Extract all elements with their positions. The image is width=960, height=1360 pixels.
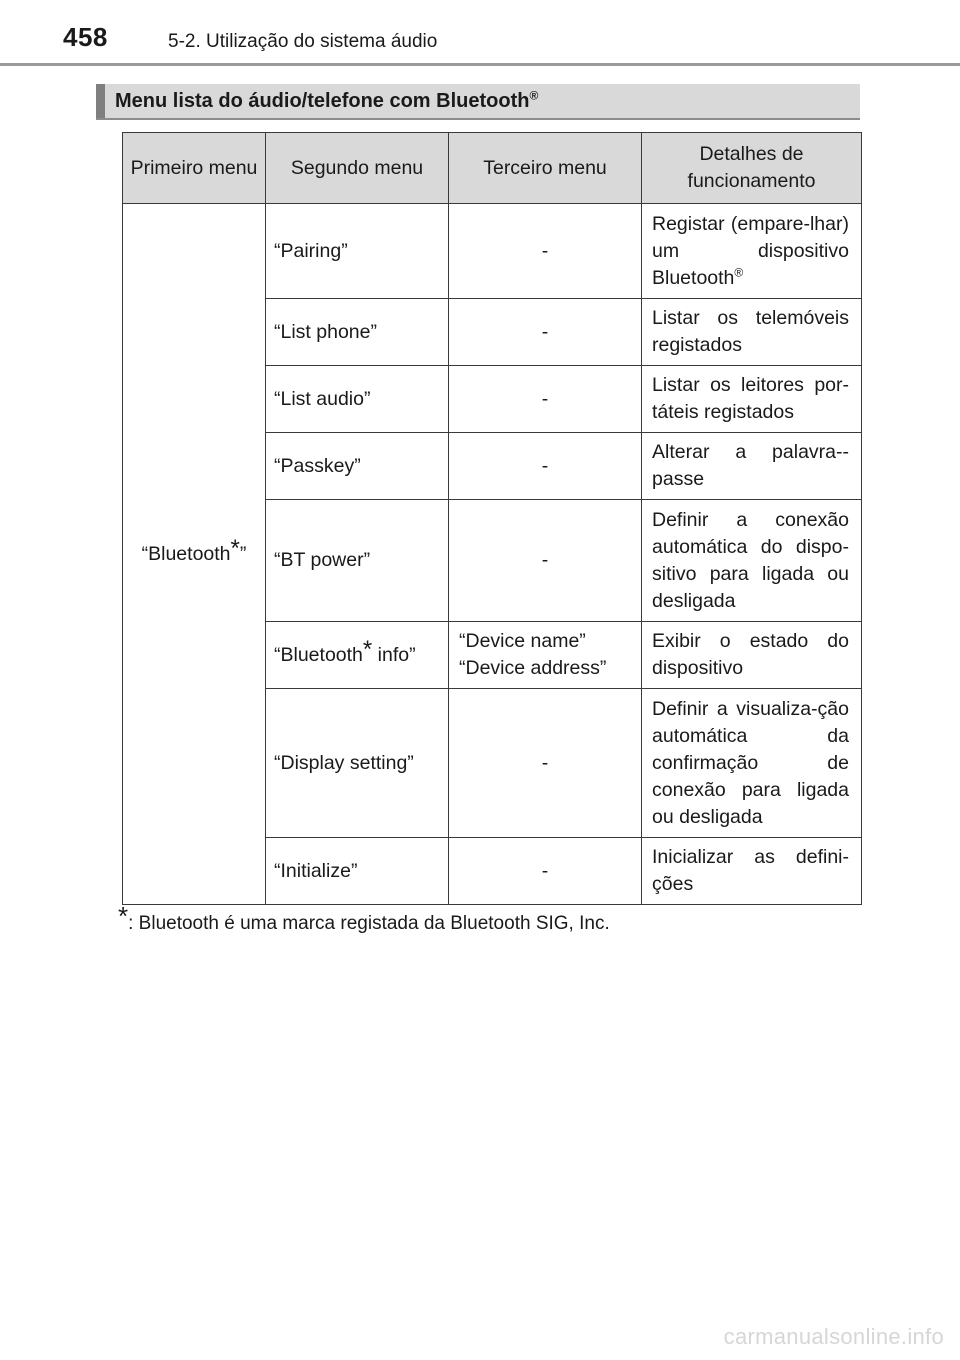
third-menu-list-phone: - — [449, 299, 642, 366]
footnote — [118, 901, 610, 935]
details-bluetooth-info: Exibir o estado do dispositivo — [642, 622, 862, 689]
menu-table — [122, 132, 862, 905]
second-menu-list-audio: “List audio” — [266, 366, 449, 433]
header-third-menu: Terceiro menu — [449, 133, 642, 204]
bluetooth-info-suffix: info” — [372, 643, 416, 666]
section-title: 5-2. Utilização do sistema áudio — [168, 31, 438, 52]
second-menu-passkey: “Passkey” — [266, 433, 449, 500]
details-list-phone: Listar os telemóveis registados — [642, 299, 862, 366]
third-menu-passkey: - — [449, 433, 642, 500]
table-row — [123, 204, 862, 299]
third-menu-device-address: “Device address” — [459, 657, 607, 679]
details-pairing-text: Registar (empare-lhar) um dispositivo Bluetooth — [652, 212, 849, 289]
second-menu-bt-power: “BT power” — [266, 500, 449, 622]
footnote-asterisk: * — [118, 901, 129, 931]
first-menu-bluetooth — [123, 204, 266, 905]
header-rule — [0, 63, 960, 66]
footnote-text: : Bluetooth é uma marca registada da Bluetooth SIG, Inc. — [128, 913, 610, 934]
second-menu-list-phone: “List phone” — [266, 299, 449, 366]
first-menu-label: “Bluetooth — [141, 542, 231, 565]
third-menu-pairing: - — [449, 204, 642, 299]
bluetooth-info-label: “Bluetooth — [274, 643, 363, 666]
first-menu-close-quote: ” — [239, 542, 247, 565]
details-passkey: Alterar a palavra--passe — [642, 433, 862, 500]
subsection-title — [115, 90, 538, 113]
second-menu-initialize: “Initialize” — [266, 838, 449, 905]
details-pairing — [642, 204, 862, 299]
third-menu-list-audio: - — [449, 366, 642, 433]
details-initialize: Inicializar as defini-ções — [642, 838, 862, 905]
subsection-title-text: Menu lista do áudio/telefone com Bluetooth — [115, 90, 530, 112]
table-header-row — [123, 133, 862, 204]
details-display-setting: Definir a visualiza-ção automática da confirmação de conexão para ligada ou desligada — [642, 689, 862, 838]
third-menu-initialize: - — [449, 838, 642, 905]
second-menu-bluetooth-info — [266, 622, 449, 689]
details-bt-power: Definir a conexão automática do dispo-sitivo para ligada ou desligada — [642, 500, 862, 622]
subsection-bar — [96, 84, 860, 120]
third-menu-display-setting: - — [449, 689, 642, 838]
page-number: 458 — [63, 22, 108, 52]
registered-mark: ® — [529, 88, 539, 103]
second-menu-pairing: “Pairing” — [266, 204, 449, 299]
page-header — [0, 0, 960, 70]
details-list-audio: Listar os leitores por-táteis registados — [642, 366, 862, 433]
first-menu-asterisk: * — [230, 534, 240, 562]
header-first-menu: Primeiro menu — [123, 133, 266, 204]
third-menu-bluetooth-info — [449, 622, 642, 689]
third-menu-bt-power: - — [449, 500, 642, 622]
header-second-menu: Segundo menu — [266, 133, 449, 204]
subsection-accent — [96, 84, 105, 118]
header-details: Detalhes de funcionamento — [642, 133, 862, 204]
second-menu-display-setting: “Display setting” — [266, 689, 449, 838]
details-pairing-mark: ® — [734, 265, 744, 279]
third-menu-device-name: “Device name” — [459, 630, 586, 652]
watermark: carmanualsonline.info — [723, 1324, 944, 1349]
bluetooth-info-asterisk: * — [362, 635, 373, 663]
